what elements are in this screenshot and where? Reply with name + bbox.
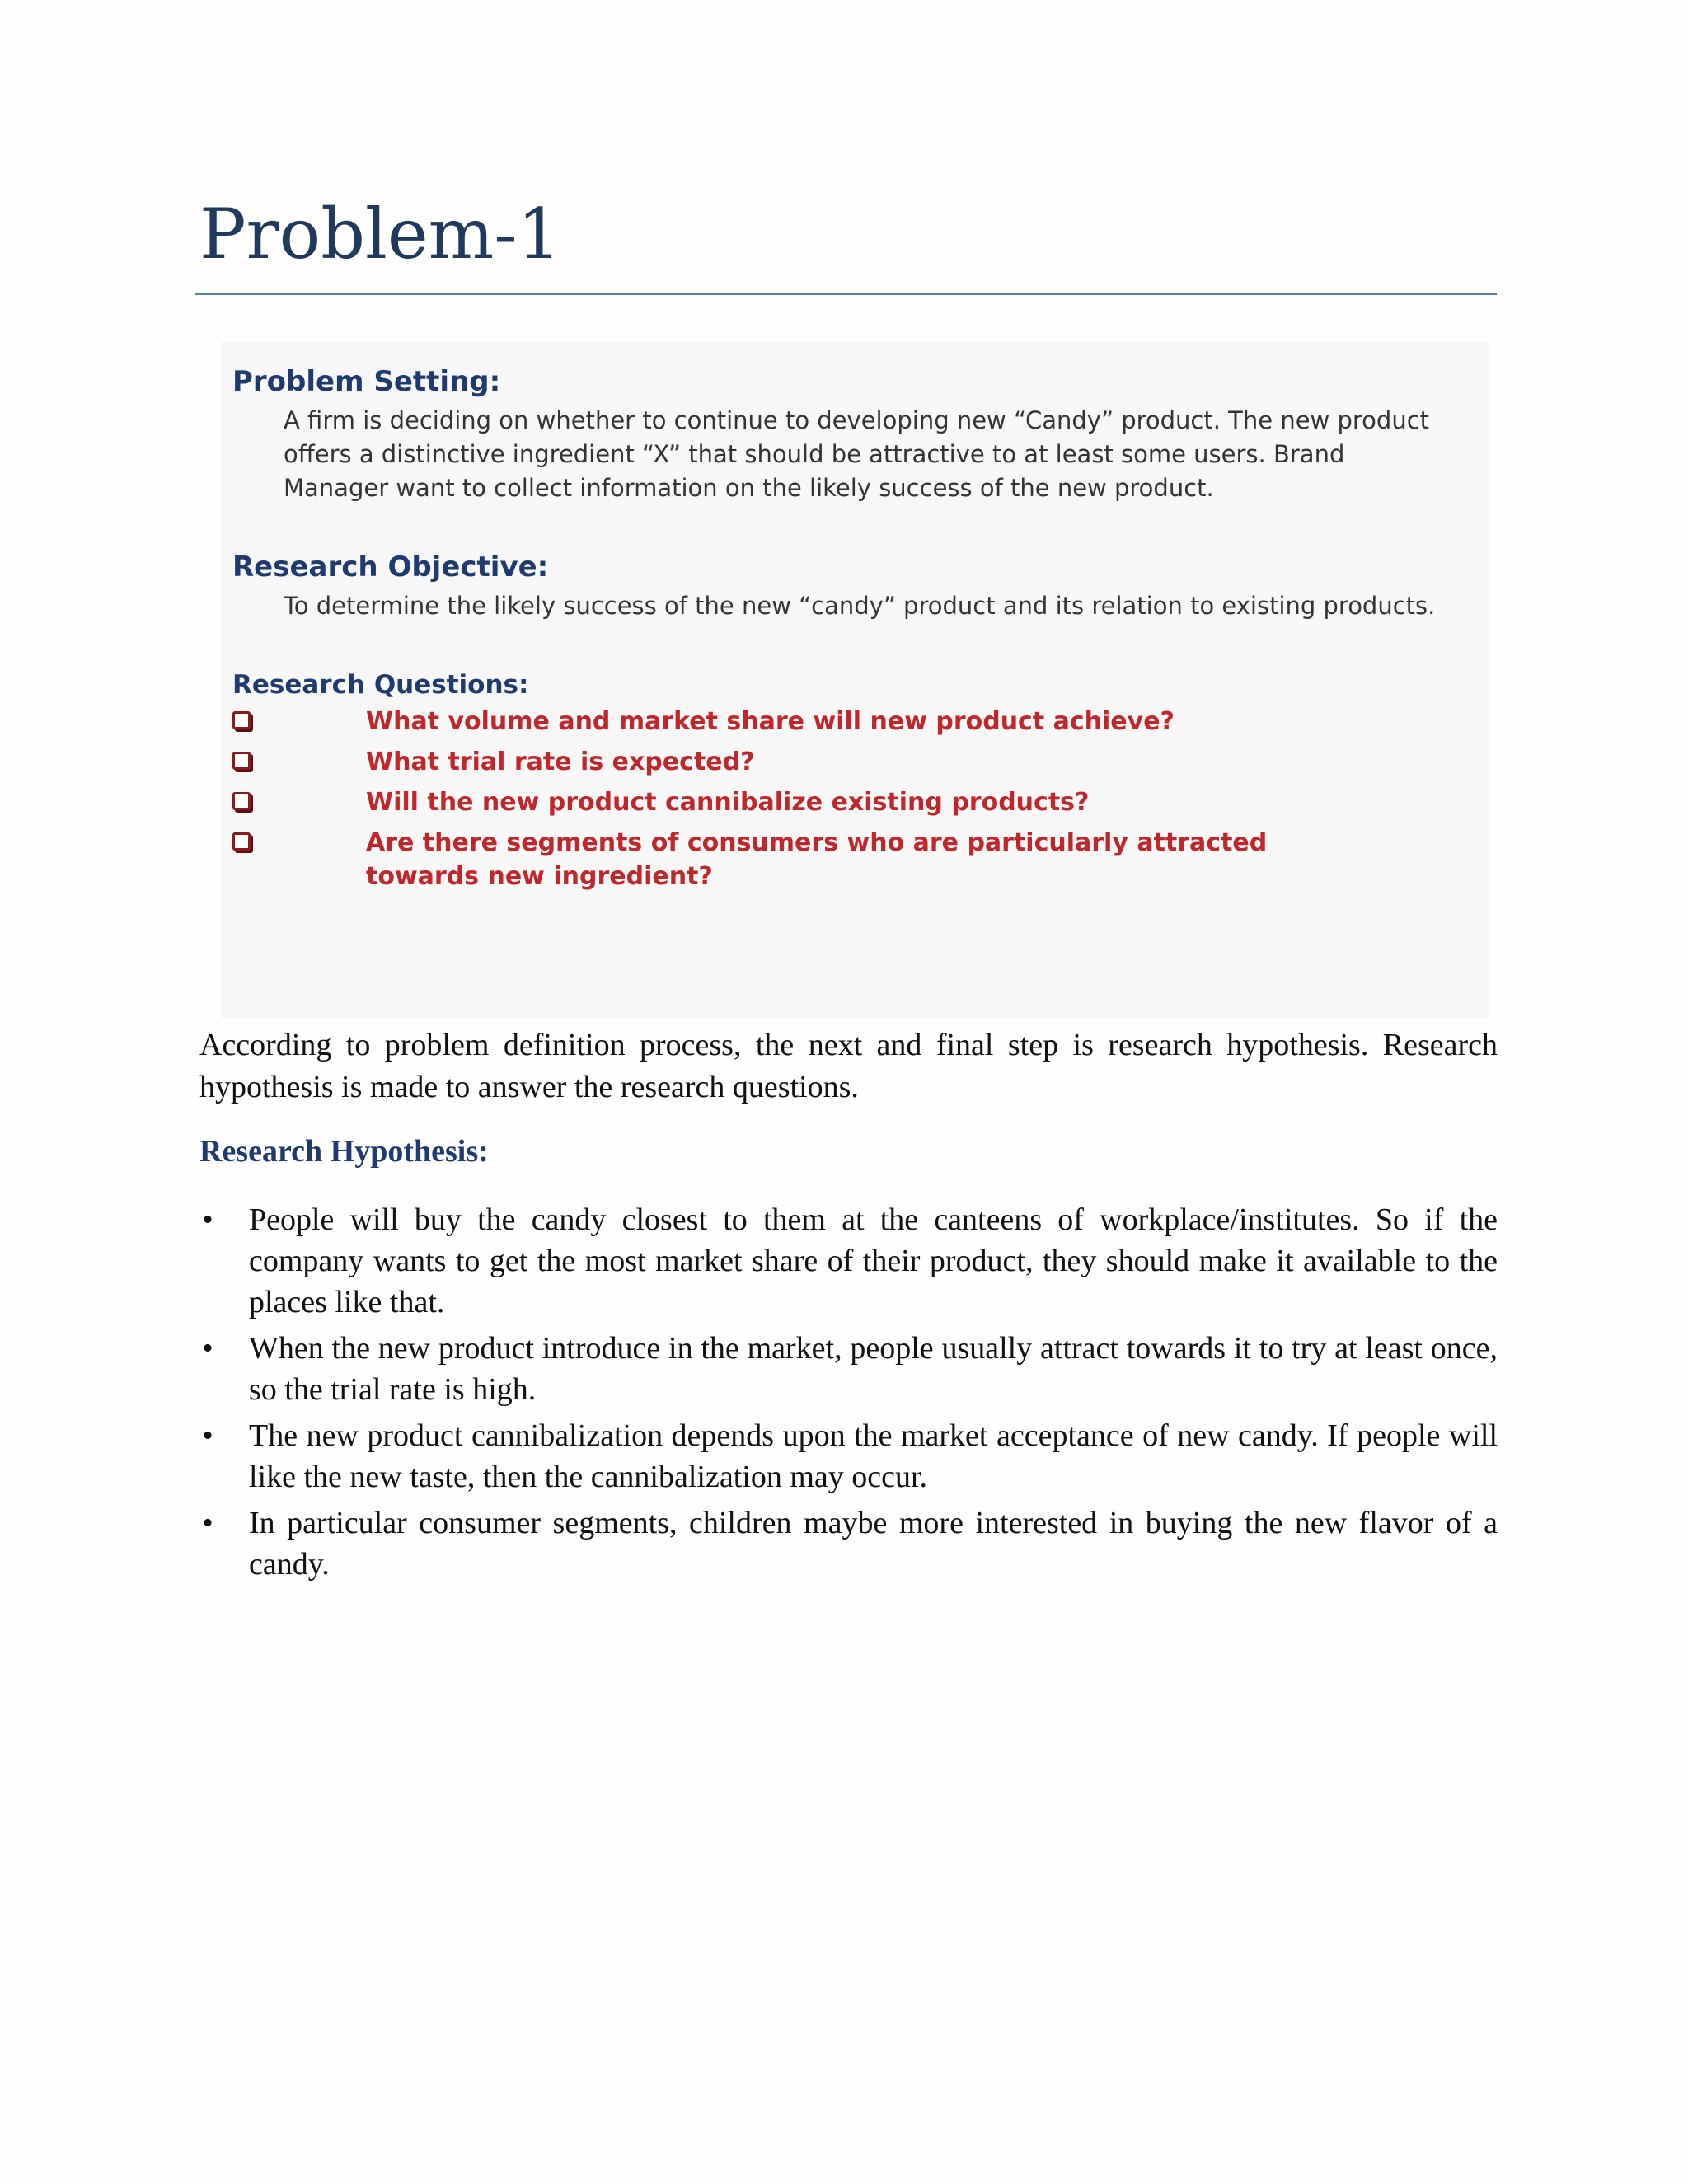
- title-underline: [195, 293, 1497, 295]
- research-objective-text: To determine the likely success of the new “candy” product and its relation to existing products.: [284, 592, 1436, 620]
- research-hypothesis-heading: Research Hypothesis:: [199, 1134, 489, 1169]
- research-question-text: What volume and market share will new product achieve?: [366, 707, 1175, 736]
- research-question-text: Will the new product cannibalize existing products?: [366, 788, 1090, 817]
- research-questions-list: [232, 705, 1469, 899]
- hypothesis-text: When the new product introduce in the market, people usually attract towards it to try at least once, so the trial rate is high.: [249, 1331, 1498, 1407]
- problem-setting-text: A firm is deciding on whether to continue to developing new “Candy” product. The new product offers a distinctive ingredient “X” that should be attractive to at least some users. Brand Manager want to collect information on the likely success of the new product.: [284, 406, 1430, 502]
- hypothesis-text: People will buy the candy closest to them at the canteens of workplace/institutes. So if the company wants to get the most market share of their product, they should make it available to the places like that.: [249, 1202, 1498, 1319]
- checkbox-square-icon: [232, 792, 251, 810]
- list-item: [199, 1502, 1498, 1585]
- list-item: [199, 1328, 1498, 1410]
- bullet-icon: •: [202, 1202, 213, 1237]
- intro-paragraph: According to problem definition process, the next and final step is research hypothesis. Research hypothesis is made to answer the research questions.: [199, 1028, 1498, 1104]
- research-objective-heading: Research Objective:: [232, 551, 549, 583]
- hypothesis-text: The new product cannibalization depends upon the market acceptance of new candy. If people will like the new taste, then the cannibalization may occur.: [249, 1418, 1498, 1494]
- list-item: [232, 745, 1469, 780]
- checkbox-square-icon: [232, 752, 251, 770]
- bullet-icon: •: [202, 1506, 213, 1540]
- list-item: [199, 1415, 1498, 1497]
- bullet-icon: •: [202, 1331, 213, 1366]
- hypothesis-list: [199, 1199, 1498, 1590]
- list-item: [232, 705, 1469, 739]
- list-item: [232, 826, 1469, 893]
- checkbox-square-icon: [232, 832, 251, 851]
- hypothesis-text: In particular consumer segments, children maybe more interested in buying the new flavor of a candy.: [249, 1506, 1498, 1582]
- research-questions-heading: Research Questions:: [232, 670, 529, 700]
- list-item: [232, 785, 1469, 820]
- bullet-icon: •: [202, 1418, 213, 1453]
- page-title: Problem-1: [199, 194, 562, 274]
- research-question-text: What trial rate is expected?: [366, 748, 755, 776]
- research-question-text: Are there segments of consumers who are particularly attracted towards new ingredient?: [366, 828, 1268, 891]
- embedded-slide-image: [221, 342, 1490, 1018]
- checkbox-square-icon: [232, 711, 251, 729]
- problem-setting-heading: Problem Setting:: [232, 365, 501, 398]
- list-item: [199, 1199, 1498, 1323]
